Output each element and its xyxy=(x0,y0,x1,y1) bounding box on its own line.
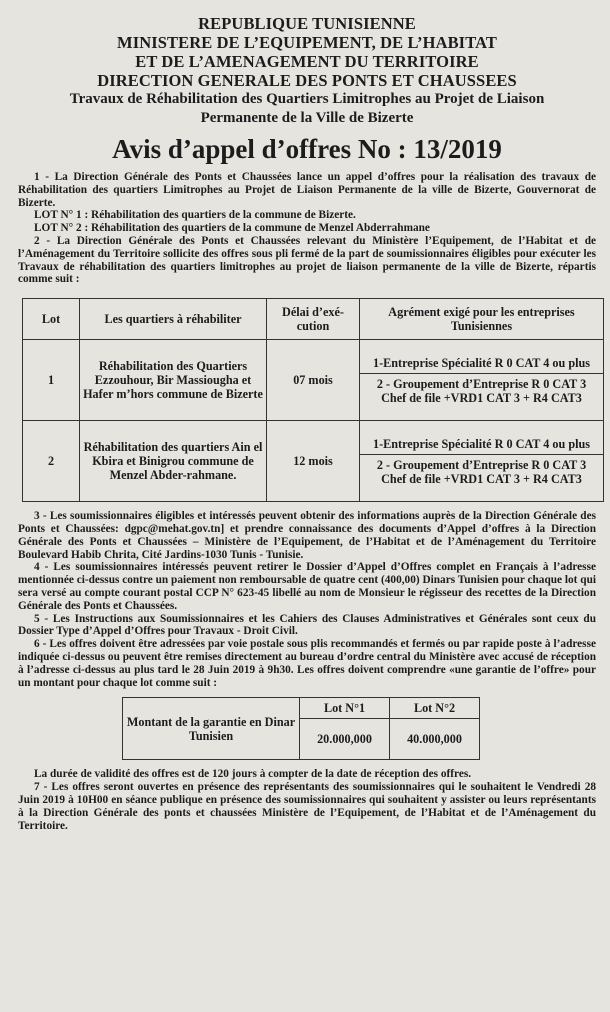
project-subtitle-2: Permanente de la Ville de Bizerte xyxy=(200,110,414,126)
header-line-1: REPUBLIQUE TUNISIENNE xyxy=(198,14,416,33)
paragraph-6: 6 - Les offres doivent être adressées par voie postale sous plis recommandés et fermés ou par rapide poste à l’adresse indiquée ci-dessus ou peuvent être remises directement au bureau d’ordre central du Ministère avec accusé de réception à l’adresse ci-dessus au plus tard le 28 Juin 2019 à 9h30. Les offres doivent comprendre «une garantie de l’offre» pour un montant pour chaque lot comme suit : xyxy=(18,638,596,689)
lots-table-header-row xyxy=(23,299,604,340)
header-line-2: MINISTERE DE L’EQUIPEMENT, DE L’HABITAT xyxy=(117,33,497,52)
intro-section xyxy=(18,171,596,286)
requirement-2: 2 - Groupement d’Entreprise R 0 CAT 3 Chef de file +VRD1 CAT 3 + R4 CAT3 xyxy=(376,376,587,405)
lot-2-line: LOT N° 2 : Réhabilitation des quartiers de la commune de Menzel Abderrahmane xyxy=(34,222,430,235)
guarantee-header-lot1: Lot N°1 xyxy=(300,698,390,719)
requirement-1: 1-Entreprise Spécialité R 0 CAT 4 ou plus xyxy=(360,353,603,374)
lot-agrement xyxy=(360,421,604,502)
col-header-agrement: Agrément exigé pour les entreprises Tunisiennes xyxy=(360,299,604,340)
col-header-lot: Lot xyxy=(23,299,80,340)
guarantee-header-row xyxy=(123,698,480,719)
col-header-delai: Délai d’exé-cution xyxy=(267,299,360,340)
lot-delai: 07 mois xyxy=(267,340,360,421)
guarantee-lot1-value: 20.000,000 xyxy=(300,719,390,760)
lot-agrement xyxy=(360,340,604,421)
lot-1-line: LOT N° 1 : Réhabilitation des quartiers de la commune de Bizerte. xyxy=(34,209,356,222)
lot-number: 1 xyxy=(23,340,80,421)
paragraph-4: 4 - Les soumissionnaires intéressés peuvent retirer le Dossier d’Appel d’Offres complet en Français à l’adresse mentionnée ci-dessus contre un paiement non remboursable de quatre cent (400,00) Dinars Tunisien pour chaque lot qui sera versé au compte courant postal CCP N° 623-45 libellé au nom de Monsieur le régisseur des recettes de la Direction Générale des Ponts et Chaussées. xyxy=(18,561,596,612)
intro-paragraph-1: 1 - La Direction Générale des Ponts et Chaussées lance un appel d’offres pour la réalisation des travaux de Réhabilitation des quartiers Limitrophes au Projet de Liaison Permanente de la ville de Bizerte, Gouvernorat de Bizerte. xyxy=(18,171,596,209)
closing-section xyxy=(18,768,596,832)
validity-paragraph: La durée de validité des offres est de 120 jours à compter de la date de réception des offres. xyxy=(34,768,472,781)
lot-quartiers: Réhabilitation des Quartiers Ezzouhour, Bir Massiougha et Hafer m’hors commune de Bizerte xyxy=(80,340,267,421)
requirement-2: 2 - Groupement d’Entreprise R 0 CAT 3 Chef de file +VRD1 CAT 3 + R4 CAT3 xyxy=(376,457,587,486)
header-line-3: ET DE L’AMENAGEMENT DU TERRITOIRE xyxy=(135,52,479,71)
guarantee-table xyxy=(122,697,480,760)
notice-header xyxy=(18,14,596,128)
table-row xyxy=(23,421,604,502)
header-line-4: DIRECTION GENERALE DES PONTS ET CHAUSSEES xyxy=(97,71,517,90)
table-row xyxy=(23,340,604,421)
guarantee-lot2-value: 40.000,000 xyxy=(390,719,480,760)
paragraph-3: 3 - Les soumissionnaires éligibles et intéressés peuvent obtenir des informations auprès de la Direction Générale des Ponts et Chaussées: dgpc@mehat.gov.tn] et prendre connaissance des documents d’Appel d’offres à la Direction Générale des Ponts et Chaussées – Ministère de l’Equipement, de l’Habitat et de l’Aménagement du Territoire Boulevard Habib Chrita, Cité Jardins-1030 Tunis - Tunisie. xyxy=(18,510,596,561)
lot-quartiers: Réhabilitation des quartiers Ain el Kbira et Binigrou commune de Menzel Abder-rahmane. xyxy=(80,421,267,502)
notice-title: Avis d’appel d’offres No : 13/2019 xyxy=(112,134,502,164)
paragraph-7: 7 - Les offres seront ouvertes en présence des représentants des soumissionnaires qui le souhaitent le Vendredi 28 Juin 2019 à 10H00 en séance publique en présence des soumissionnaires qui souhaitent y assister ou leurs représentants à la Direction Générale des ponts et chaussées Ministère de l’Equipement, de l’Habitat et de l’Aménagement du Territoire. xyxy=(18,781,596,832)
conditions-section xyxy=(18,510,596,689)
intro-paragraph-2: 2 - La Direction Générale des Ponts et Chaussées relevant du Ministère l’Equipement, de l’Habitat et de l’Aménagement du Territoire sollicite des offres sous pli fermé de la part de soumissionnaires éligibles pour exécuter les Travaux de réhabilitation des quartiers limitrophes au projet de liaison permanente de la ville de Bizerte, répartis comme suit : xyxy=(18,234,596,286)
project-subtitle-1: Travaux de Réhabilitation des Quartiers Limitrophes au Projet de Liaison xyxy=(69,91,545,107)
guarantee-label: Montant de la garantie en Dinar Tunisien xyxy=(123,698,300,760)
lot-delai: 12 mois xyxy=(267,421,360,502)
lot-number: 2 xyxy=(23,421,80,502)
requirement-1: 1-Entreprise Spécialité R 0 CAT 4 ou plus xyxy=(360,434,603,455)
guarantee-header-lot2: Lot N°2 xyxy=(390,698,480,719)
lots-table xyxy=(22,298,604,502)
col-header-quartiers: Les quartiers à réhabiliter xyxy=(80,299,267,340)
paragraph-5: 5 - Les Instructions aux Soumissionnaires et les Cahiers des Clauses Administratives et Générales sont ceux du Dossier Type d’Appel d’Offres pour Travaux - Droit Civil. xyxy=(18,612,596,638)
